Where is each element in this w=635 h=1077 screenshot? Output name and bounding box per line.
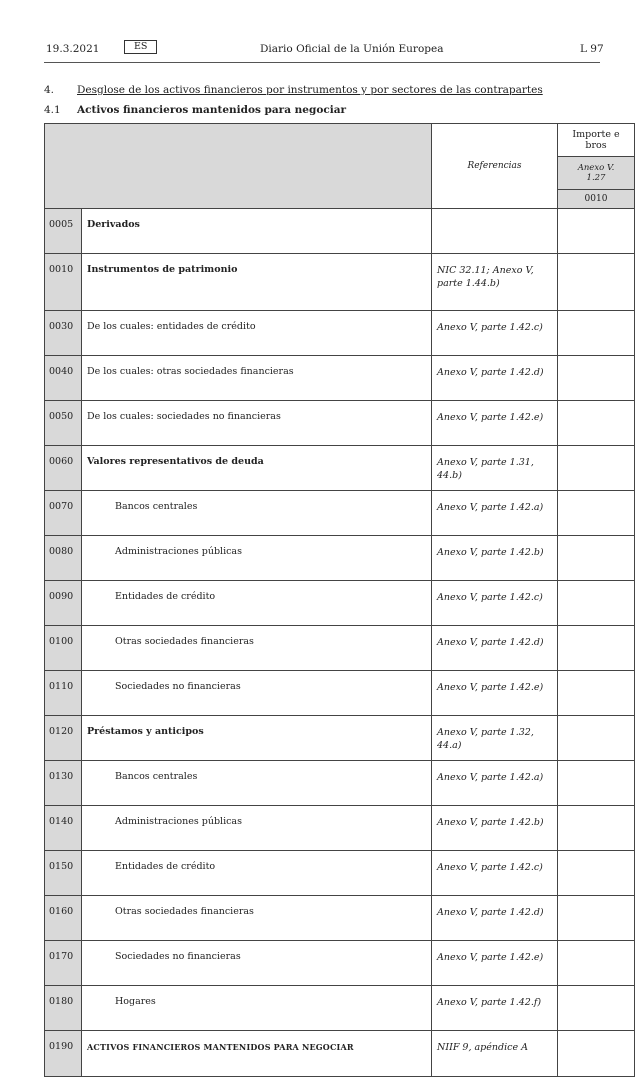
row-reference: Anexo V, parte 1.42.f) xyxy=(432,986,558,1031)
row-value-cell xyxy=(558,896,635,941)
language-badge: ES xyxy=(124,40,157,54)
table-row xyxy=(45,356,635,401)
financial-assets-table xyxy=(44,123,635,1077)
table-body xyxy=(45,209,635,1077)
row-code: 0150 xyxy=(45,851,82,896)
row-reference: Anexo V, parte 1.42.b) xyxy=(432,806,558,851)
row-reference: Anexo V, parte 1.42.e) xyxy=(432,671,558,716)
row-reference: NIC 32.11; Anexo V, parte 1.44.b) xyxy=(432,254,558,311)
row-code: 0005 xyxy=(45,209,82,254)
row-reference: Anexo V, parte 1.42.d) xyxy=(432,626,558,671)
section-number: 4. xyxy=(44,84,55,96)
row-label: Administraciones públicas xyxy=(82,536,432,581)
row-code: 0170 xyxy=(45,941,82,986)
header-column-code: 0010 xyxy=(558,189,635,208)
row-code: 0090 xyxy=(45,581,82,626)
row-label: ACTIVOS FINANCIEROS MANTENIDOS PARA NEGOCIAR xyxy=(82,1031,432,1077)
row-label: De los cuales: entidades de crédito xyxy=(82,311,432,356)
table-row xyxy=(45,491,635,536)
row-value-cell xyxy=(558,806,635,851)
table-row xyxy=(45,401,635,446)
row-value-cell xyxy=(558,671,635,716)
journal-title: Diario Oficial de la Unión Europea xyxy=(260,43,444,55)
section-title: Desglose de los activos financieros por instrumentos y por sectores de las contrapartes xyxy=(77,84,543,96)
row-value-cell xyxy=(558,941,635,986)
table-row xyxy=(45,716,635,761)
row-label: Bancos centrales xyxy=(82,761,432,806)
row-value-cell xyxy=(558,356,635,401)
subsection-title: Activos financieros mantenidos para negociar xyxy=(77,104,347,116)
row-code: 0010 xyxy=(45,254,82,311)
row-reference: Anexo V, parte 1.42.e) xyxy=(432,941,558,986)
row-label: Préstamos y anticipos xyxy=(82,716,432,761)
table-row xyxy=(45,806,635,851)
row-label: Valores representativos de deuda xyxy=(82,446,432,491)
row-code: 0070 xyxy=(45,491,82,536)
row-code: 0120 xyxy=(45,716,82,761)
table-row xyxy=(45,209,635,254)
row-reference: Anexo V, parte 1.42.d) xyxy=(432,356,558,401)
table-row xyxy=(45,581,635,626)
subsection-number: 4.1 xyxy=(44,104,61,116)
header-importe: Importe e bros xyxy=(558,124,635,157)
row-value-cell xyxy=(558,311,635,356)
row-value-cell xyxy=(558,626,635,671)
header-rule xyxy=(44,62,600,63)
table-row xyxy=(45,986,635,1031)
row-label: Entidades de crédito xyxy=(82,581,432,626)
row-reference: Anexo V, parte 1.42.b) xyxy=(432,536,558,581)
table-row xyxy=(45,446,635,491)
row-reference: Anexo V, parte 1.42.a) xyxy=(432,491,558,536)
row-code: 0030 xyxy=(45,311,82,356)
table-row xyxy=(45,254,635,311)
row-label: Entidades de crédito xyxy=(82,851,432,896)
page-header xyxy=(46,40,604,60)
page-number: L 97 xyxy=(580,43,604,55)
row-label: Sociedades no financieras xyxy=(82,671,432,716)
row-label: Instrumentos de patrimonio xyxy=(82,254,432,311)
row-reference: Anexo V, parte 1.42.e) xyxy=(432,401,558,446)
row-reference: Anexo V, parte 1.42.a) xyxy=(432,761,558,806)
row-code: 0190 xyxy=(45,1031,82,1077)
row-code: 0050 xyxy=(45,401,82,446)
row-code: 0130 xyxy=(45,761,82,806)
row-label: Otras sociedades financieras xyxy=(82,896,432,941)
table-row xyxy=(45,626,635,671)
row-value-cell xyxy=(558,254,635,311)
row-code: 0180 xyxy=(45,986,82,1031)
row-value-cell xyxy=(558,716,635,761)
row-reference: Anexo V, parte 1.42.d) xyxy=(432,896,558,941)
table-row xyxy=(45,536,635,581)
table-row xyxy=(45,671,635,716)
row-label: Administraciones públicas xyxy=(82,806,432,851)
row-value-cell xyxy=(558,986,635,1031)
row-reference: Anexo V, parte 1.31, 44.b) xyxy=(432,446,558,491)
row-value-cell xyxy=(558,209,635,254)
row-label: De los cuales: otras sociedades financieras xyxy=(82,356,432,401)
row-reference: Anexo V, parte 1.42.c) xyxy=(432,581,558,626)
row-code: 0080 xyxy=(45,536,82,581)
row-code: 0140 xyxy=(45,806,82,851)
row-value-cell xyxy=(558,851,635,896)
table-row xyxy=(45,1031,635,1077)
row-label: Derivados xyxy=(82,209,432,254)
row-value-cell xyxy=(558,401,635,446)
row-code: 0040 xyxy=(45,356,82,401)
table-row xyxy=(45,851,635,896)
row-value-cell xyxy=(558,491,635,536)
row-code: 0100 xyxy=(45,626,82,671)
header-referencias: Referencias xyxy=(432,124,558,209)
row-label: Otras sociedades financieras xyxy=(82,626,432,671)
header-blank-cell xyxy=(45,124,432,209)
row-code: 0110 xyxy=(45,671,82,716)
table-row xyxy=(45,761,635,806)
row-reference: Anexo V, parte 1.32, 44.a) xyxy=(432,716,558,761)
row-value-cell xyxy=(558,761,635,806)
row-label: Bancos centrales xyxy=(82,491,432,536)
table-row xyxy=(45,941,635,986)
header-anexo-reference: Anexo V. 1.27 xyxy=(558,156,635,189)
table-row xyxy=(45,896,635,941)
row-value-cell xyxy=(558,536,635,581)
row-reference: NIIF 9, apéndice A xyxy=(432,1031,558,1077)
row-label: Hogares xyxy=(82,986,432,1031)
row-code: 0060 xyxy=(45,446,82,491)
publication-date: 19.3.2021 xyxy=(46,43,100,55)
table-row xyxy=(45,311,635,356)
row-reference xyxy=(432,209,558,254)
row-label: Sociedades no financieras xyxy=(82,941,432,986)
row-label: De los cuales: sociedades no financieras xyxy=(82,401,432,446)
row-code: 0160 xyxy=(45,896,82,941)
row-value-cell xyxy=(558,446,635,491)
row-value-cell xyxy=(558,1031,635,1077)
row-reference: Anexo V, parte 1.42.c) xyxy=(432,311,558,356)
row-reference: Anexo V, parte 1.42.c) xyxy=(432,851,558,896)
row-value-cell xyxy=(558,581,635,626)
